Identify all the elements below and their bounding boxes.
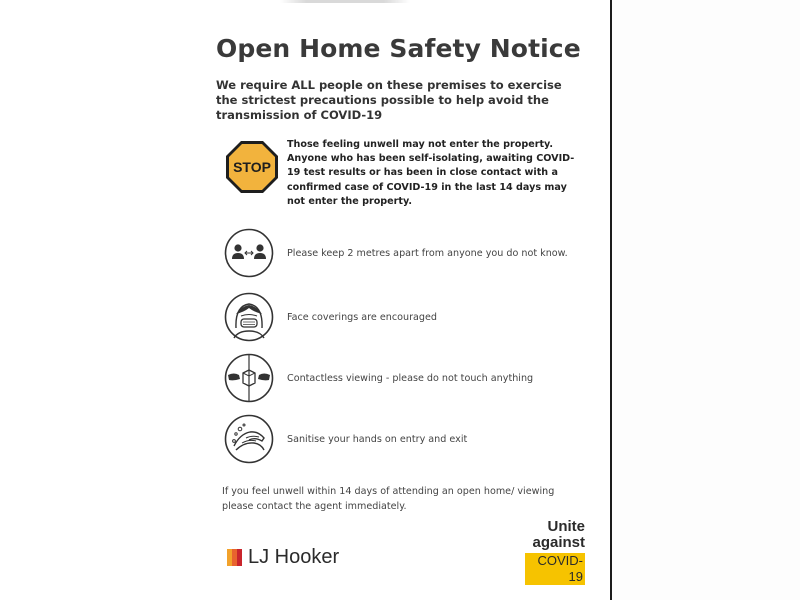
unite-against-covid-logo	[525, 519, 585, 586]
guideline-mask-text: Face coverings are encouraged	[287, 312, 437, 323]
guideline-sanitise-text: Sanitise your hands on entry and exit	[287, 434, 468, 445]
unite-line-2: against	[532, 534, 585, 551]
footer-note: If you feel unwell within 14 days of attending an open home/ viewing please contact the agent immediately.	[222, 486, 555, 512]
intro-text: We require ALL people on these premises to exercise the strictest precautions possible to help avoid the transmission of COVID-19	[216, 78, 562, 122]
stop-warning-text: Those feeling unwell may not enter the property. Anyone who has been self-isolating, awaiting COVID-19 test results or has been in close contact with a confirmed case of COVID-19 in the last 14 days may not enter the property.	[287, 139, 575, 207]
hand-wash-icon	[224, 414, 274, 464]
lj-hooker-mark-icon	[227, 549, 242, 566]
unite-line-1: Unite	[547, 518, 585, 535]
social-distance-icon	[224, 228, 274, 278]
page-title: Open Home Safety Notice	[216, 34, 581, 63]
stop-sign-icon	[225, 140, 279, 194]
lj-hooker-logo	[227, 545, 339, 569]
guideline-contactless-text: Contactless viewing - please do not touch anything	[287, 373, 534, 384]
covid-tag: COVID-19	[525, 553, 585, 585]
contactless-icon	[224, 353, 274, 403]
notice-page	[185, 0, 610, 600]
scan-background	[612, 0, 800, 600]
stop-sign-label: STOP	[233, 159, 271, 175]
guideline-distance-text: Please keep 2 metres apart from anyone you do not know.	[287, 248, 568, 259]
face-mask-icon	[224, 292, 274, 342]
lj-hooker-wordmark: LJ Hooker	[248, 545, 340, 568]
